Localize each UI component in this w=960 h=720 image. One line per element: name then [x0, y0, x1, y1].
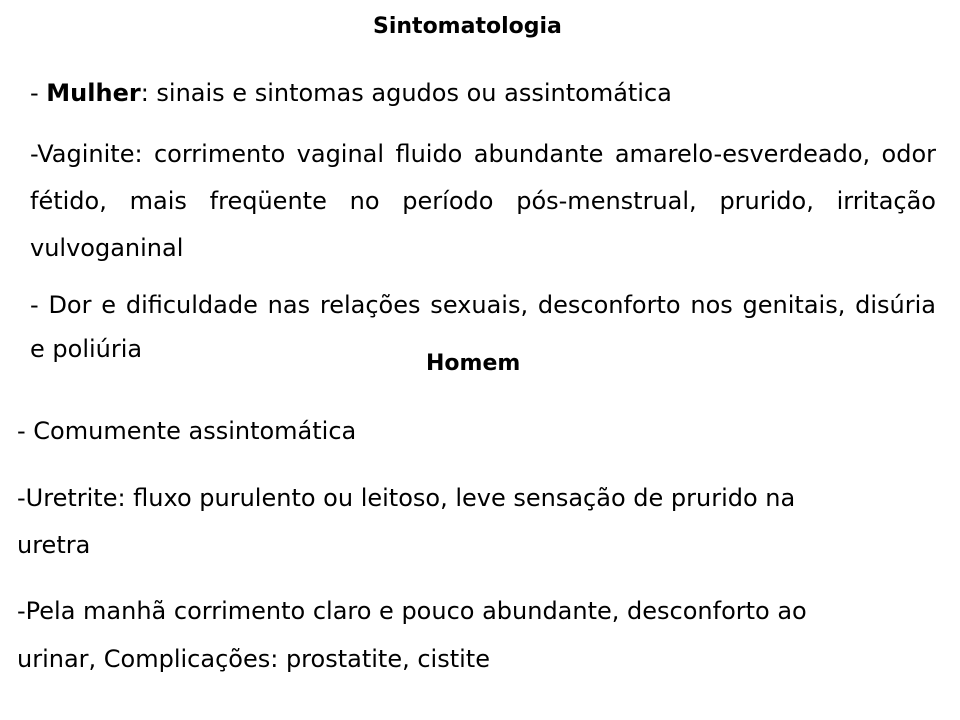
- homem-heading: Homem: [426, 351, 521, 376]
- mulher-prefix: -: [30, 79, 47, 107]
- dor-paragraph: - Dor e dificuldade nas relações sexuais, desconforto nos genitais, disúria e poliúria: [30, 291, 936, 363]
- uretrite-line-1: -Uretrite: fluxo purulento ou leitoso, leve sensação de prurido na: [17, 484, 796, 512]
- manha-line-1: -Pela manhã corrimento claro e pouco abundante, desconforto ao: [17, 597, 807, 625]
- mulher-text: : sinais e sintomas agudos ou assintomática: [140, 79, 672, 107]
- mulher-line: [30, 79, 672, 107]
- slide-title: Sintomatologia: [373, 14, 562, 39]
- mulher-label: Mulher: [46, 79, 141, 107]
- homem-assintomatica: - Comumente assintomática: [17, 417, 357, 445]
- vaginite-paragraph: -Vaginite: corrimento vaginal fluido abundante amarelo-esverdeado, odor fétido, mais freqüente no período pós-menstrual, prurido, irritação vulvoganinal: [30, 140, 936, 262]
- uretrite-line-2: uretra: [17, 531, 91, 559]
- manha-line-2: urinar, Complicações: prostatite, cistite: [17, 645, 490, 673]
